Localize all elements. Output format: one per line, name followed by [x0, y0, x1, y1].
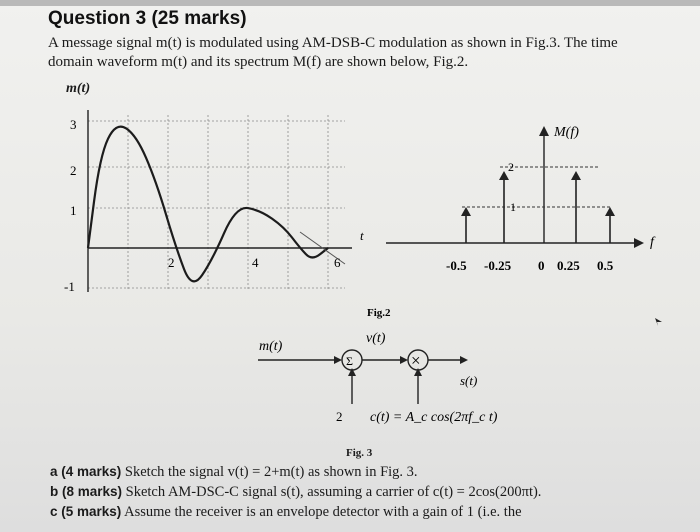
- impulse-arrow-0.25: [571, 171, 581, 180]
- time-xtick-4: 4: [252, 255, 259, 270]
- v-label: v(t): [366, 331, 386, 346]
- fig3-caption: Fig. 3: [346, 447, 373, 459]
- input-label: m(t): [259, 339, 283, 354]
- spectrum-ylabel: M(f): [554, 125, 579, 140]
- freq-tick-neg0.5: -0.5: [446, 258, 467, 273]
- part-a: [50, 462, 690, 482]
- level-2-label: 2: [508, 160, 514, 174]
- question-parts: [50, 462, 690, 522]
- intro-line-1: A message signal m(t) is modulated using AM-DSB-C modulation as shown in Fig.3. The time: [48, 35, 618, 51]
- part-b: [50, 482, 690, 502]
- impulse-arrow-0.5: [605, 207, 615, 216]
- time-ytick-neg1: -1: [64, 279, 75, 294]
- carrier-label: c(t) = A_c cos(2πf_c t): [370, 410, 498, 425]
- block-diagram: [258, 331, 498, 425]
- freq-tick-0.5: 0.5: [597, 258, 614, 273]
- time-plot: [64, 110, 364, 294]
- time-xtick-6: 6: [334, 255, 341, 270]
- spectrum-y-arrow: [539, 126, 549, 136]
- time-plot-grid: [88, 115, 345, 290]
- part-c: [50, 502, 690, 522]
- intro-line-2: domain waveform m(t) and its spectrum M(f) are shown below, Fig.2.: [48, 54, 469, 70]
- time-ytick-2: 2: [70, 163, 77, 178]
- time-ytick-1: 1: [70, 203, 77, 218]
- spectrum-plot: [386, 125, 656, 273]
- part-c-text: Assume the receiver is an envelope detector with a gain of 1 (i.e. the: [124, 504, 522, 520]
- question-title: Question 3 (25 marks): [48, 8, 247, 29]
- spectrum-xlabel: f: [650, 235, 654, 250]
- level-1-label: 1: [510, 200, 516, 214]
- time-xlabel: t: [360, 228, 364, 243]
- cursor-arrow-icon: [655, 318, 662, 326]
- time-ytick-3: 3: [70, 117, 77, 132]
- freq-tick-0.25: 0.25: [557, 258, 580, 273]
- time-plot-ylabel: m(t): [66, 81, 91, 96]
- part-b-label: b (8 marks): [50, 484, 123, 499]
- impulse-arrow--0.5: [461, 207, 471, 216]
- time-xtick-2: 2: [168, 255, 175, 270]
- freq-tick-0: 0: [538, 258, 545, 273]
- multiplier-symbol: ×: [411, 351, 421, 370]
- output-label: s(t): [460, 373, 478, 388]
- freq-tick-neg0.25: -0.25: [484, 258, 512, 273]
- output-arrow: [460, 356, 468, 364]
- summer-symbol: Σ: [346, 354, 353, 368]
- part-a-label: a (4 marks): [50, 464, 122, 479]
- input-arrow: [334, 356, 342, 364]
- part-b-text: Sketch AM-DSC-C signal s(t), assuming a carrier of c(t) = 2cos(200πt).: [125, 484, 542, 500]
- part-c-label: c (5 marks): [50, 504, 122, 519]
- fig2-caption: Fig.2: [367, 307, 391, 319]
- spectrum-x-arrow: [634, 238, 644, 248]
- part-a-text: Sketch the signal v(t) = 2+m(t) as shown in Fig. 3.: [124, 464, 418, 480]
- dc-input-label: 2: [336, 409, 343, 424]
- v-arrow: [400, 356, 408, 364]
